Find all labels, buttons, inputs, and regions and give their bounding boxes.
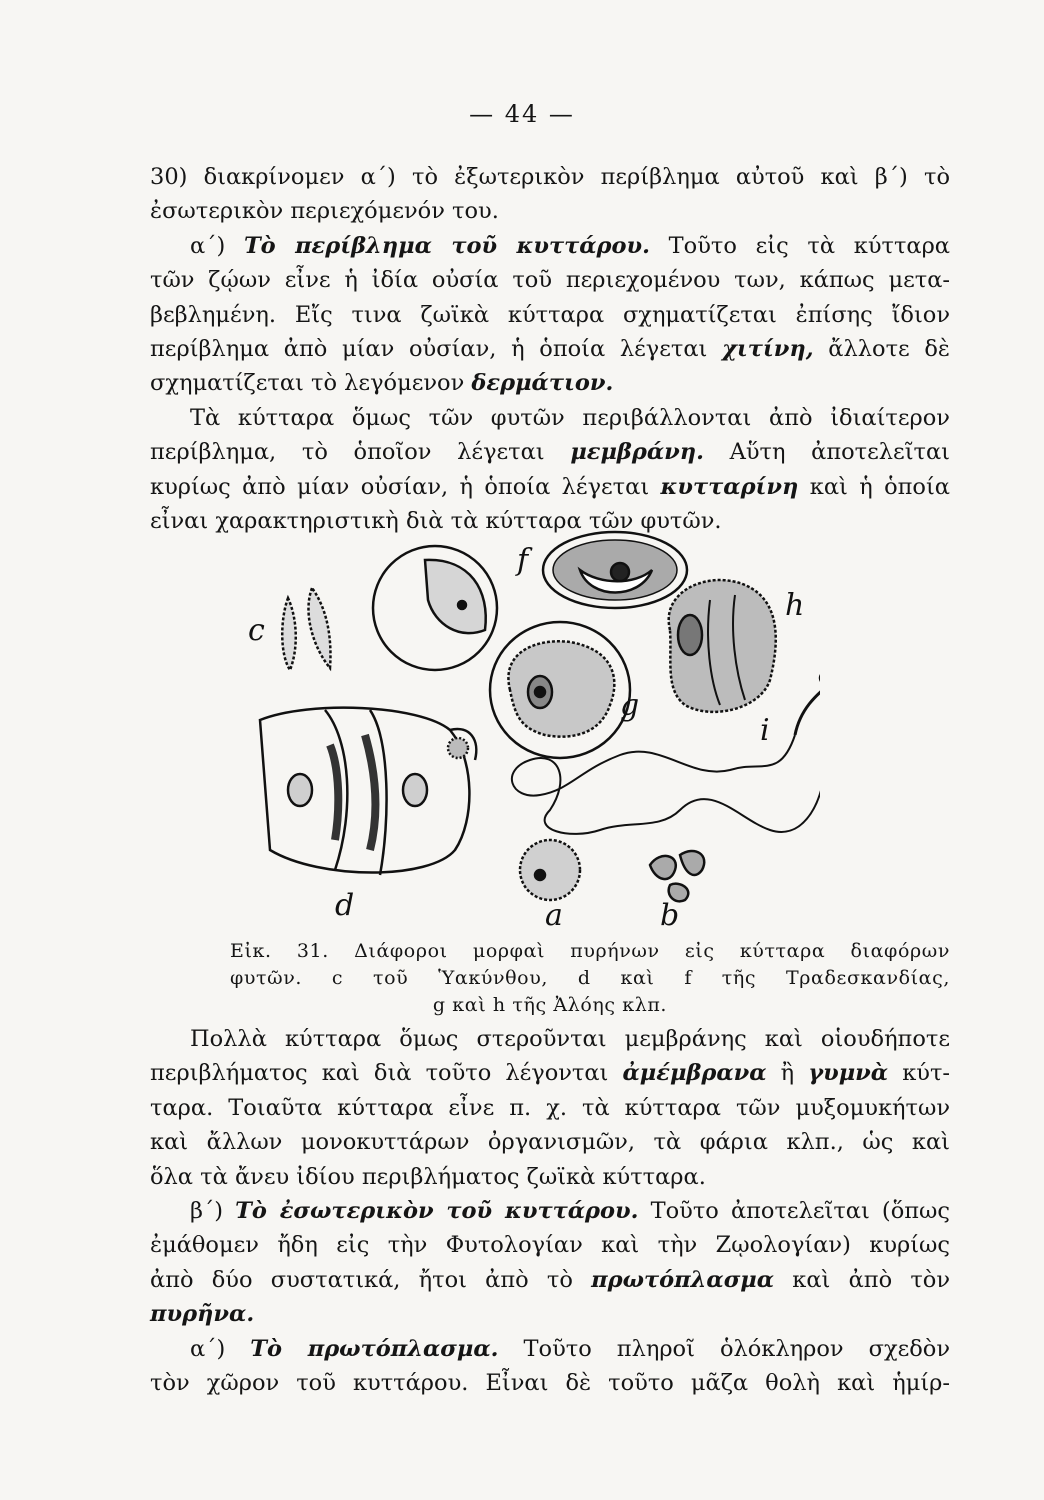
text-line: Τὰ κύτταρα ὅμως τῶν φυτῶν περιβάλλονται ἀπὸ ἰδιαίτερον <box>190 404 950 431</box>
heading-cell-interior: Τὸ ἐσωτερικὸν τοῦ κυττάρου. <box>235 1197 639 1224</box>
heading-outer-envelope: Τὸ περίβλημα τοῦ κυττάρου. <box>243 232 650 259</box>
top-paragraph <box>150 160 950 538</box>
text-line: εἶναι χαρακτηριστικὴ διὰ τὰ κύτταρα τῶν φυτῶν. <box>150 507 722 534</box>
heading-protoplasm: Τὸ πρωτόπλασμα. <box>250 1335 499 1362</box>
term-dermation: δερμάτιον. <box>471 370 614 397</box>
term-membrane: μεμβράνη. <box>570 439 704 466</box>
figure-h-nucleus <box>669 580 776 712</box>
figure-caption <box>150 938 950 1019</box>
text-line: βεβλημένη. Εἴς τινα ζωϊκὰ κύτταρα σχηματίζεται ἐπίσης ἴδιον <box>150 301 950 328</box>
caption-line: φυτῶν. c τοῦ Ὑακύνθου, d καὶ f τῆς Τραδεσκανδίας, <box>230 967 950 989</box>
text-line: ἐσωτερικὸν περιεχόμενόν του. <box>150 198 499 225</box>
term-naked: γυμνὰ <box>808 1060 889 1087</box>
text-line: β΄) Τὸ ἐσωτερικὸν τοῦ κυττάρου. Τοῦτο ἀποτελεῖται (ὅπως <box>190 1197 950 1224</box>
figure-label-d: d <box>335 888 355 923</box>
text-line: 30) διακρίνομεν α΄) τὸ ἐξωτερικὸν περίβλημα αὐτοῦ καὶ β΄) τὸ <box>150 164 950 190</box>
caption-line: g καὶ h τῆς Ἀλόης κλπ. <box>432 994 668 1016</box>
figure-label-i: i <box>760 713 770 748</box>
figure-label-h: h <box>785 588 805 623</box>
term-protoplasm: πρωτόπλασμα <box>591 1266 775 1293</box>
text-line: ἐμάθομεν ἤδη εἰς τὴν Φυτολογίαν καὶ τὴν Ζῳολογίαν) κυρίως <box>150 1232 950 1259</box>
page-number: — 44 — <box>469 100 575 128</box>
figure-label-b: b <box>660 898 680 930</box>
text-line: περίβλημα, τὸ ὁποῖον λέγεται μεμβράνη. Αὕτη ἀποτελεῖται <box>150 439 950 466</box>
text-line: σχηματίζεται τὸ λεγόμενον δερμάτιον. <box>150 370 614 397</box>
text-line: κυρίως ἀπὸ μίαν οὐσίαν, ἡ ὁποία λέγεται κυτταρίνη καὶ ἡ ὁποία <box>150 473 950 500</box>
figure-round-cell <box>373 546 497 670</box>
term-nucleus: πυρῆνα. <box>150 1301 255 1328</box>
text-line: καὶ ἄλλων μονοκυττάρων ὀργανισμῶν, τὰ φάρια κλπ., ὡς καὶ <box>150 1129 950 1156</box>
term-chitin: χιτίνη, <box>722 335 814 362</box>
term-amembranous: ἀμέμβρανα <box>622 1060 767 1087</box>
text-line: περίβλημα ἀπὸ μίαν οὐσίαν, ἡ ὁποία λέγεται χιτίνη, ἄλλοτε δὲ <box>150 335 950 362</box>
bottom-paragraph <box>150 1022 950 1400</box>
figure-g-cell <box>490 622 630 758</box>
figure-f-oval-cell <box>543 532 687 608</box>
figure-label-c: c <box>248 613 265 648</box>
text-line: ἀπὸ δύο συστατικά, ἤτοι ἀπὸ τὸ πρωτόπλασμα καὶ ἀπὸ τὸν <box>150 1266 951 1293</box>
text-line: α΄) Τὸ περίβλημα τοῦ κυττάρου. Τοῦτο εἰς τὰ κύτταρα <box>190 232 951 259</box>
caption-line: Εἰκ. 31. Διάφοροι μορφαὶ πυρήνων εἰς κύτταρα διαφόρων <box>230 940 950 962</box>
figure-label-f: f <box>517 543 529 578</box>
text-line: τὸν χῶρον τοῦ κυττάρου. Εἶναι δὲ τοῦτο μᾶζα θολὴ καὶ ἡμίρ- <box>150 1369 950 1396</box>
text-line: ὅλα τὰ ἄνευ ἰδίου περιβλήματος ζωϊκὰ κύτταρα. <box>150 1163 706 1190</box>
figure-d-stoma <box>260 708 476 875</box>
text-line: ταρα. Τοιαῦτα κύτταρα εἶνε π. χ. τὰ κύτταρα τῶν μυξομυκήτων <box>150 1094 950 1121</box>
figure-label-a: a <box>545 898 563 930</box>
term-cellulose: κυτταρίνη <box>660 473 799 500</box>
text-line: α΄) Τὸ πρωτόπλασμα. Τοῦτο πληροῖ ὁλόκληρον σχεδὸν <box>190 1335 951 1362</box>
figure-b-fragments <box>650 851 704 901</box>
text-line: Πολλὰ κύτταρα ὅμως στεροῦνται μεμβράνης καὶ οἱουδήποτε <box>190 1026 950 1052</box>
cell-nuclei-illustration <box>240 530 820 930</box>
figure-a-round-cell <box>520 840 580 900</box>
figure-c-spindle-cells <box>282 588 330 670</box>
figure-label-g: g <box>620 688 640 723</box>
text-line: περιβλήματος καὶ διὰ τοῦτο λέγονται ἀμέμβρανα ἢ γυμνὰ κύτ- <box>150 1060 950 1087</box>
text-line: τῶν ζῴων εἶνε ἡ ἰδία οὐσία τοῦ περιεχομένου των, κάπως μετα- <box>150 267 950 294</box>
